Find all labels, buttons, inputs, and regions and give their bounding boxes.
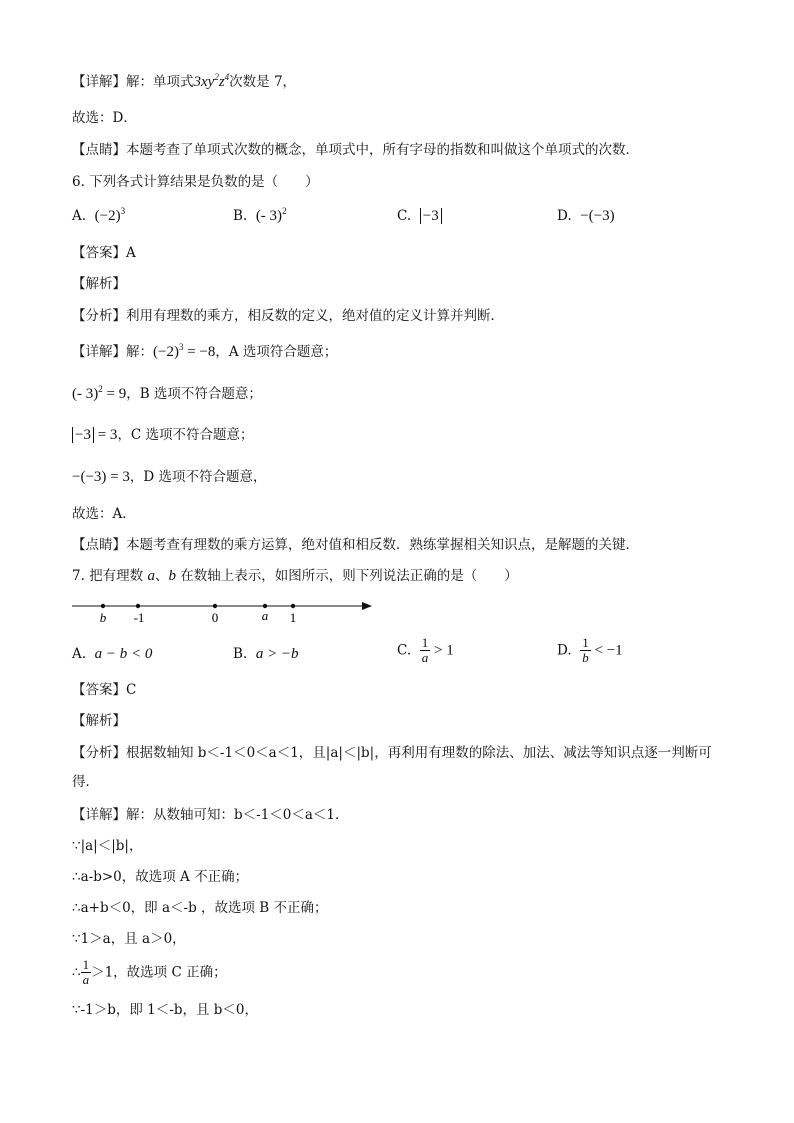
label-b: b: [99, 610, 107, 625]
q6-analysis-label: 【解析】: [72, 276, 126, 292]
q6-option-c: C. −3: [397, 206, 442, 226]
q7-option-c: C. $\frac{1}{a}$ > 1: [397, 635, 454, 665]
q6-option-b: B. (- 3)$^2$: [233, 206, 287, 224]
q6-step-2: (- 3)$^2$ = 9，B 选项不符合题意；: [72, 384, 262, 402]
label-a: a: [261, 608, 269, 623]
q7-detail: 【详解】解：从数轴可知：b＜-1＜0＜a＜1．: [72, 807, 349, 823]
q6-point: 【点睛】本题考查有理数的乘方运算，绝对值和相反数．熟练掌握相关知识点，是解题的关键．: [72, 537, 639, 553]
label-minus-1: -1: [133, 610, 145, 625]
q7-step-1: ∵|a|＜|b|，: [72, 838, 143, 854]
q5-choose: 故选：D．: [72, 110, 137, 126]
q7-step-4: ∵1＞a，且 a＞0，: [72, 931, 186, 947]
q6-analysis: 【分析】利用有理数的乘方，相反数的定义，绝对值的定义计算并判断．: [72, 308, 504, 324]
label-0: 0: [211, 610, 219, 625]
q6-answer: 【答案】A: [72, 245, 136, 261]
label-1: 1: [289, 610, 297, 625]
q5-point: 【点睛】本题考查了单项式次数的概念，单项式中，所有字母的指数和叫做这个单项式的次数．: [72, 142, 639, 158]
q5-detail: 【详解】解：单项式$3xy^2z^4$次数是 7，: [72, 72, 297, 90]
q7-step-3: ∴a+b＜0，即 a＜-b ，故选项 B 不正确；: [72, 900, 328, 916]
q6-stem: 6. 下列各式计算结果是负数的是（ ）: [72, 174, 319, 190]
q7-analysis-line-1: 【分析】根据数轴知 b＜-1＜0＜a＜1，且|a|＜|b|，再利用有理数的除法、加法、减法等知识点逐一判断可: [72, 745, 712, 761]
q7-step-6: ∵-1＞b，即 1＜-b，且 b＜0，: [72, 1002, 258, 1018]
q7-stem: 7. 把有理数 a、b 在数轴上表示，如图所示，则下列说法正确的是（ ）: [72, 568, 518, 584]
q7-step-5: ∴ $\frac{1}{a}$ ＞1，故选项 C 正确；: [72, 957, 227, 987]
number-line: [70, 596, 380, 626]
q6-step-1: 【详解】解：$(-2)^3 = -8$，A 选项符合题意；: [72, 342, 338, 360]
q7-step-2: ∴a-b>0，故选项 A 不正确；: [72, 869, 249, 885]
q6-step-4: −(−3) = 3，D 选项不符合题意，: [72, 469, 267, 485]
axis-arrow-icon: [362, 602, 372, 610]
monomial: $3xy^2z^4$: [193, 72, 230, 90]
q7-analysis-line-2: 得．: [72, 774, 99, 790]
q6-step-3: −3 = 3，C 选项不符合题意；: [72, 425, 254, 445]
point-0: [213, 604, 217, 608]
point-b: [101, 604, 105, 608]
q7-option-d: D. $\frac{1}{b}$ < −1: [557, 635, 623, 665]
q7-option-a: A. a − b < 0: [72, 646, 153, 662]
q6-choose: 故选：A．: [72, 506, 136, 522]
q7-answer: 【答案】C: [72, 682, 137, 698]
point-1: [291, 604, 295, 608]
q6-option-d: D. −(−3): [557, 208, 615, 224]
point-minus-1: [136, 604, 140, 608]
q7-analysis-label: 【解析】: [72, 713, 126, 729]
q6-option-a: A. $(-2)^3$: [72, 206, 126, 224]
q7-option-b: B. a > −b: [233, 646, 299, 662]
